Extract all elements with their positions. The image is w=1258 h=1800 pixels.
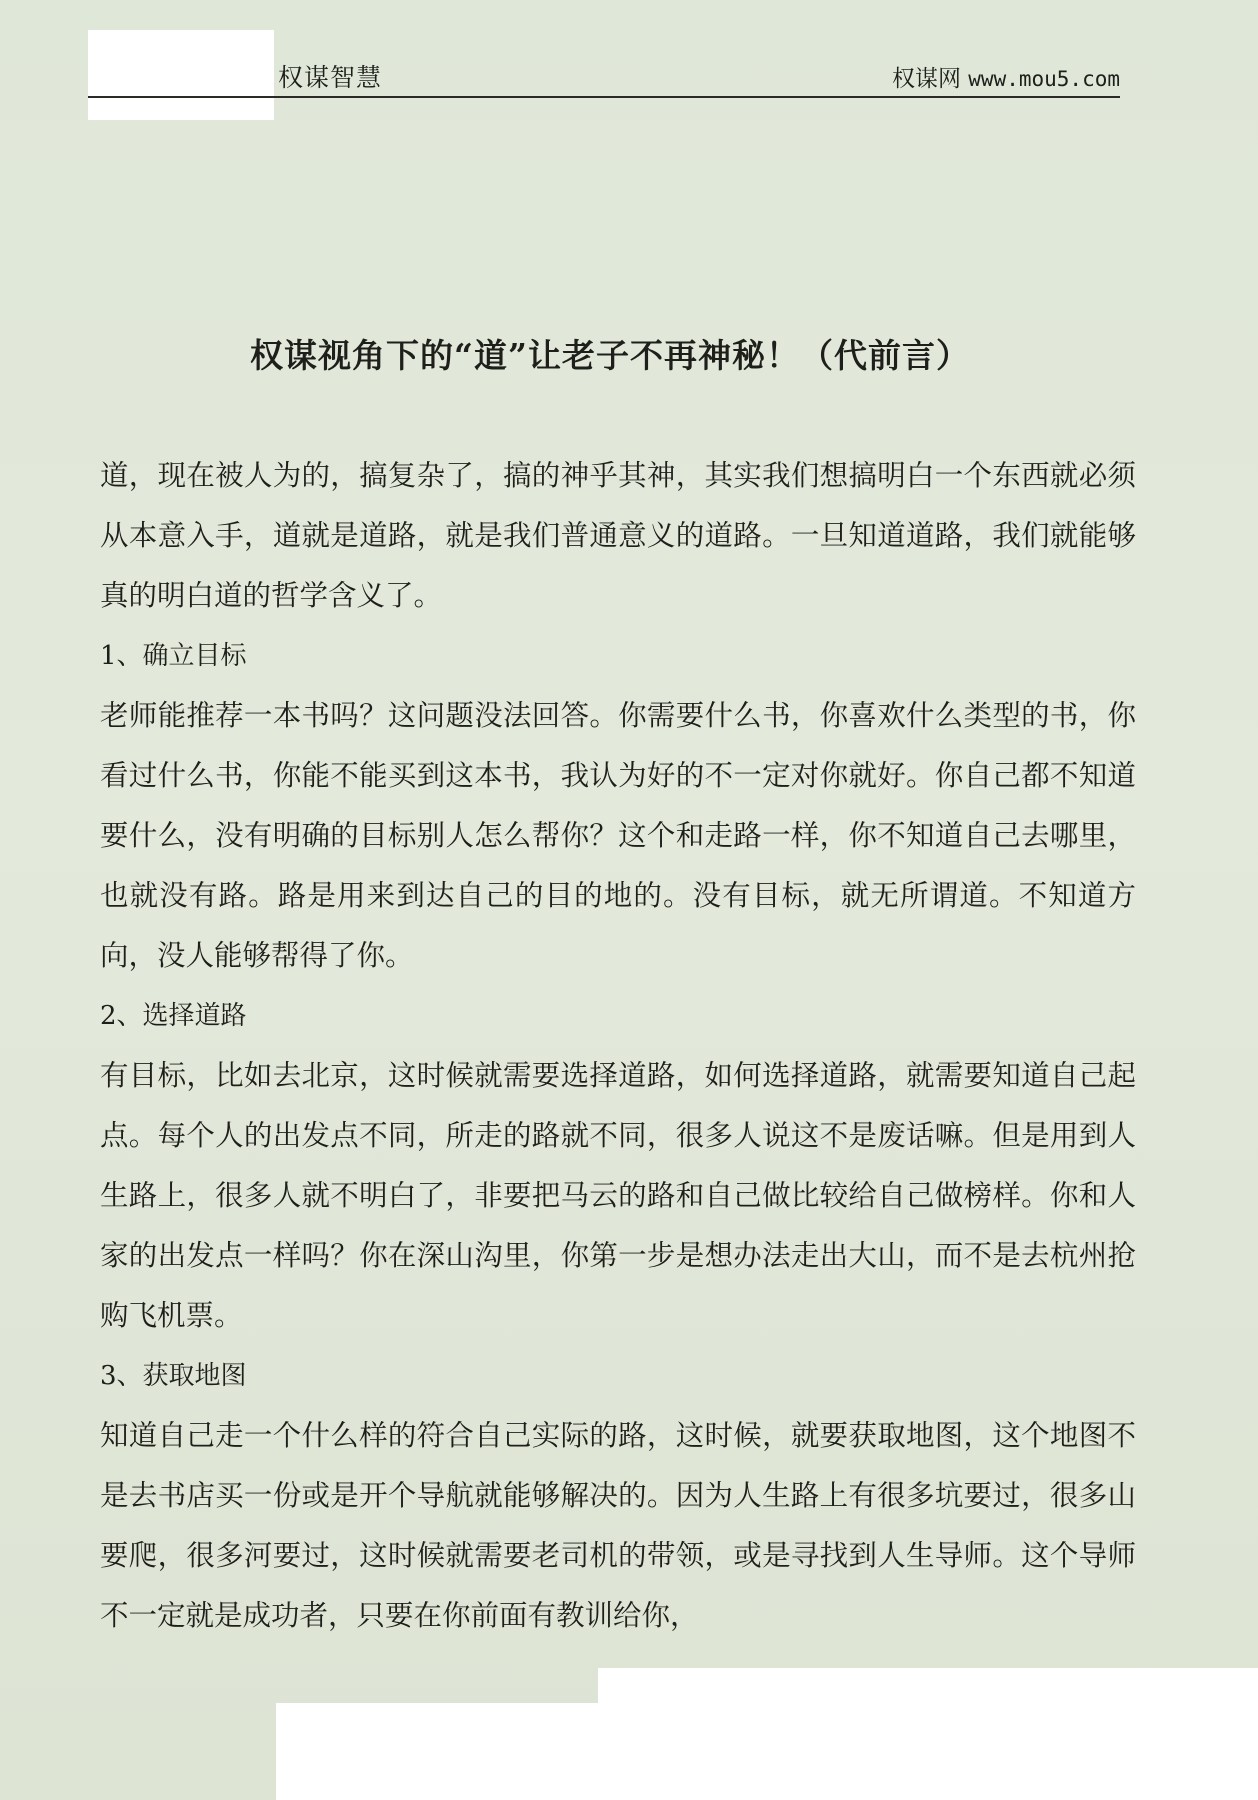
intro-paragraph: 道，现在被人为的，搞复杂了，搞的神乎其神，其实我们想搞明白一个东西就必须从本意入手，道就是道路，就是我们普通意义的道路。一旦知道道路，我们就能够真的明白道的哲学含义了。 — [100, 459, 1136, 612]
page-header — [88, 52, 1120, 98]
redaction-box-bottom-right — [598, 1668, 1258, 1800]
section-heading: 1、确立目标 — [100, 641, 247, 671]
document-body — [100, 446, 1136, 1646]
section-heading: 3、获取地图 — [100, 1361, 247, 1391]
section-paragraph: 知道自己走一个什么样的符合自己实际的路，这时候，就要获取地图，这个地图不是去书店买一份或是开个导航就能够解决的。因为人生路上有很多坑要过，很多山要爬，很多河要过，这时候就需要老司机的带领，或是寻找到人生导师。这个导师不一定就是成功者，只要在你前面有教训给你， — [100, 1419, 1136, 1632]
section-paragraph: 老师能推荐一本书吗？这问题没法回答。你需要什么书，你喜欢什么类型的书，你看过什么书，你能不能买到这本书，我认为好的不一定对你就好。你自己都不知道要什么，没有明确的目标别人怎么帮你？这个和走路一样，你不知道自己去哪里，也就没有路。路是用来到达自己的目的地的。没有目标，就无所谓道。不知道方向，没人能够帮得了你。 — [100, 699, 1136, 972]
header-site-label: 权谋网 — [891, 66, 961, 92]
header-site — [892, 60, 1120, 93]
header-book-title: 权谋智慧 — [278, 63, 383, 92]
section-paragraph: 有目标，比如去北京，这时候就需要选择道路，如何选择道路，就需要知道自己起点。每个人的出发点不同，所走的路就不同，很多人说这不是废话嘛。但是用到人生路上，很多人就不明白了，非要把马云的路和自己做比较给自己做榜样。你和人家的出发点一样吗？你在深山沟里，你第一步是想办法走出大山，而不是去杭州抢购飞机票。 — [100, 1059, 1136, 1332]
document-title: 权谋视角下的“道”让老子不再神秘！（代前言） — [250, 336, 970, 375]
redaction-box-bottom-left — [276, 1703, 598, 1800]
section-heading: 2、选择道路 — [100, 1001, 247, 1031]
header-site-url: www.mou5.com — [968, 67, 1120, 91]
